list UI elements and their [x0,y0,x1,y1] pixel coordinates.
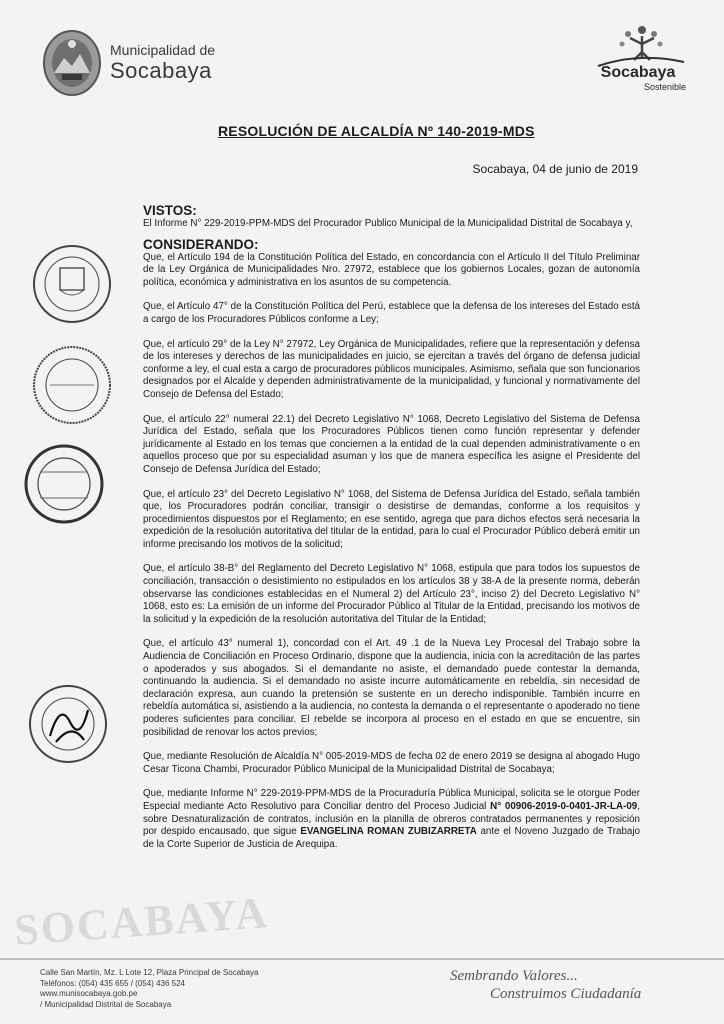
municipality-label: Municipalidad de [110,42,216,58]
alcaldia-stamp-icon [30,242,114,326]
vistos-heading: VISTOS: [143,203,197,218]
resolution-body [143,203,640,863]
document-date: Socabaya, 04 de junio de 2019 [472,162,638,176]
footer-address: Calle San Martín, Mz. L Lote 12, Plaza Principal de Socabaya [40,968,259,977]
footer-contact [40,968,259,1010]
considerando-paragraph: Que, el artículo 29° de la Ley N° 27972, Ley Orgánica de Municipalidades, refiere que la representación y defensa de los intereses y derechos de las municipalidades en juicio, se ejercitan a través del órgano de defensa judicial conforme a ley, el cual esta a cargo de procuradores públicos municipales. Asimismo, señala que son funcionarios designados por el Alcalde y dependen administrativamente de la municipalidad, y funcional y normativamente del Consejo de Defensa del Estado; [143,338,640,400]
case-number: N° 00906-2019-0-0401-JR-LA-09 [490,800,638,812]
considerando-paragraph: Que, mediante Resolución de Alcaldía N° 005-2019-MDS de fecha 02 de enero 2019 se designa al abogado Hugo Cesar Ticona Chambi, Procurador Público Municipal de la Municipalidad Distrital de Socabaya; [143,751,640,775]
footer-phones: Teléfonos: (054) 435 655 / (054) 436 524 [40,978,185,988]
resolution-title: RESOLUCIÓN DE ALCALDÍA Nº 140-2019-MDS [218,123,535,139]
municipality-crest-icon [40,28,104,98]
considerando-paragraph: Que, el artículo 23° del Decreto Legislativo N° 1068, del Sistema de Defensa Jurídica del Estado, señala también que, los Procuradores podrán conciliar, transigir o desistirse de demandas, conforme a los requisitos y procedimientos dispuestos por el Reglamento; en ese sentido, agrega que para dichos efectos será necesaria la expedición de la resolución autoritativa del titular de la entidad, para lo cual el Procurador Público deberá emitir un informe precisando los motivos de la solicitud; [143,488,640,550]
brand-tagline: Sostenible [643,82,686,92]
vistos-text: El Informe N° 229-2019-PPM-MDS del Procurador Publico Municipal de la Municipalidad Distrital de Socabaya y, [143,218,633,229]
party-name: EVANGELINA ROMAN ZUBIZARRETA [300,826,477,838]
considerando-last-paragraph [143,788,640,851]
considerando-heading: CONSIDERANDO: [143,236,259,252]
footer-divider [0,958,724,960]
watermark-text: SOCABAYA [12,888,271,955]
considerando-paragraph: Que, el artículo 38-B° del Reglamento del Decreto Legislativo N° 1068, estipula que para todos los supuestos de conciliación, transacción o desistimiento no estipulados en los artículos 38 y 38-A de la presente norma, deberán observarse las condiciones establecidas en el Numeral 2) del Artículo 23°, inciso 2) del Decreto Legislativo N° 1068, esto es: La emisión de un informe del Procurador Público al Titular de la Entidad, precisando los motivos de la solicitud y la expedición de la resolución autoritativa del Titular de la Entidad; [143,563,640,625]
secretaria-general-stamp-with-signature-icon [26,682,110,766]
asesoria-juridica-stamp-icon [22,442,106,526]
considerando-paragraph: Que, el artículo 43° numeral 1), concordad con el Art. 49 .1 de la Nueva Ley Procesal del Trabajo sobre la Audiencia de Conciliación en Proceso Ordinario, dispone que la audiencia, inicia con la acreditación de las partes o apoderados y sus abogados. Si el demandante no asiste, el demandado puede contestar la demanda, continuando la audiencia. Si el demandado no asiste incurre automáticamente en rebeldía, sin necesidad de declaración expresa, aun cuando la pretensión se sustente en un derecho indisponible. También incurre en rebeldía automática si, asistiendo a la audiencia, no contesta la demanda o el representante o apoderado no tiene poderes suficientes para conciliar. El rebelde se incorpora al proceso en el estado en que se encuentre, sin posibilidad de renovar los actos previos; [143,638,640,738]
paragraph-text: , sobre Desnaturalización de contratos, inclusión en la planilla de obreros contratados permanentes y reposición por despido encausado, que sigue [143,800,640,838]
footer-slogan-line1: Sembrando Valores... [450,968,578,984]
footer-website: www.munisocabaya.gob.pe [40,989,138,998]
brand-name: Socabaya [600,64,676,81]
gerencia-municipal-stamp-icon [30,343,114,427]
municipality-name: Socabaya [110,58,212,83]
footer-slogan-line2: Construimos Ciudadanía [490,986,642,1002]
considerando-paragraph: Que, el artículo 22° numeral 22.1) del Decreto Legislativo N° 1068, Decreto Legislativo del Sistema de Defensa Jurídica del Estado, señala que los Procuradores Públicos tienen como función representar y defender jurídicamente al Estado en los temas que conciernen a la entidad de la cual dependen administrativamente o en aquellos proceso que por su especialidad asuman y los que de manera específica les asigne el Presidente del Consejo de Defensa Jurídica del Estado; [143,413,640,475]
paragraph-text: Que, mediante Informe N° 229-2019-PPM-MDS de la Procuraduría Pública Municipal, solicita se le otorgue Poder Especial mediante Acto Resolutivo para Conciliar dentro del Proceso Judicial [143,788,640,812]
considerando-paragraph: Que, el Artículo 194 de la Constitución Política del Estado, en concordancia con el Artículo II del Título Preliminar de la Ley Orgánica de Municipalidades Nro. 27972, establece que los gobiernos Locales, gozan de autonomía política, económica y administrativa en los asuntos de su competencia. [143,251,640,288]
footer-social: / Municipalidad Distrital de Socabaya [40,999,172,1009]
considerando-paragraph: Que, el Artículo 47° de la Constitución Política del Perú, establece que la defensa de los intereses del Estado está a cargo de los Procuradores Públicos conforme a Ley; [143,301,640,325]
paragraph-text: ante el Noveno Juzgado de Trabajo de la Corte Superior de Justicia de Arequipa. [143,826,640,850]
